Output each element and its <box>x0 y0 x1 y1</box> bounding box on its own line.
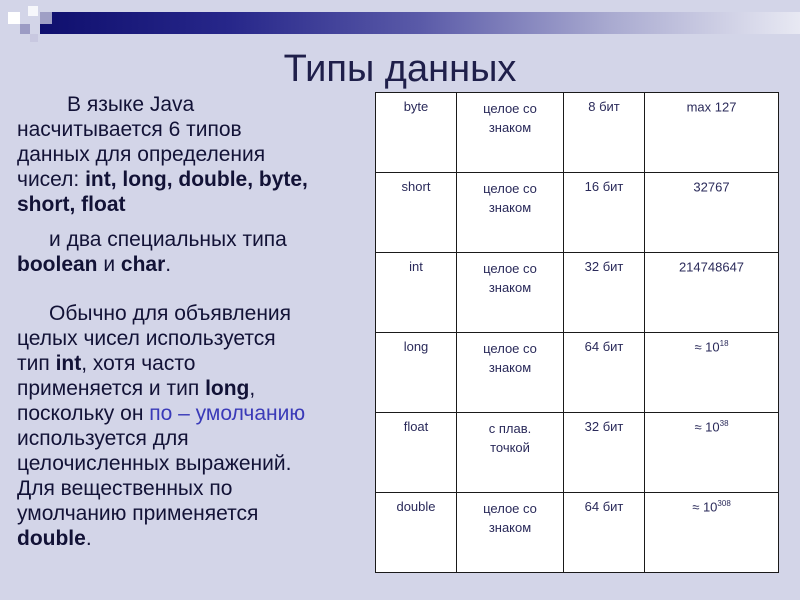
type-size-cell: 32 бит <box>564 413 645 493</box>
text-line: умолчанию применяется <box>17 502 259 525</box>
type-name-cell: int <box>376 253 457 333</box>
type-desc-cell: целое со знаком <box>457 493 564 573</box>
type-list: int, long, double, byte, <box>85 168 308 191</box>
text-line: Для вещественных по <box>17 477 233 500</box>
text-line: целочисленных выражений. <box>17 452 292 475</box>
text-fragment: , <box>249 377 256 400</box>
type-desc-cell: с плав. точкой <box>457 413 564 493</box>
text-line: Обычно для объявления <box>49 302 292 325</box>
keyword-long: long <box>205 377 250 400</box>
type-desc-cell: целое со знаком <box>457 253 564 333</box>
type-size-cell: 8 бит <box>564 93 645 173</box>
default-link-text: по – умолчанию <box>149 402 306 425</box>
text-line: данных для определения <box>17 143 266 166</box>
text-fragment: . <box>165 253 172 276</box>
keyword-double: double <box>17 527 86 550</box>
type-range-cell: ≈ $10^{18}$ <box>645 333 779 413</box>
type-list: short, float <box>17 193 126 216</box>
paragraph-intro <box>17 92 377 217</box>
text-line: В языке Java <box>67 93 195 116</box>
type-size-cell: 64 бит <box>564 493 645 573</box>
text-line: используется для <box>17 427 189 450</box>
type-name-cell: long <box>376 333 457 413</box>
table-row <box>376 173 779 253</box>
table-row <box>376 93 779 173</box>
type-size-cell: 64 бит <box>564 333 645 413</box>
decor-square <box>20 24 30 34</box>
text-line: целых чисел используется <box>17 327 276 350</box>
type-desc-cell: целое со знаком <box>457 173 564 253</box>
type-desc-cell: целое со знаком <box>457 93 564 173</box>
table-row <box>376 493 779 573</box>
type-name-cell: double <box>376 493 457 573</box>
keyword-char: char <box>120 253 166 276</box>
text-fragment: применяется и тип <box>17 377 206 400</box>
keyword-int: int <box>55 352 82 375</box>
table-row <box>376 333 779 413</box>
keyword-boolean: boolean <box>17 253 98 276</box>
type-name-cell: short <box>376 173 457 253</box>
text-line: чисел: <box>17 168 86 191</box>
description-text <box>17 92 377 551</box>
type-range-cell: 214748647 <box>645 253 779 333</box>
text-fragment: тип <box>17 352 56 375</box>
data-types-table <box>375 92 779 573</box>
slide-title: Типы данных <box>283 48 517 90</box>
paragraph-usage <box>17 301 377 551</box>
type-size-cell: 32 бит <box>564 253 645 333</box>
table-row <box>376 413 779 493</box>
text-fragment: поскольку он <box>17 402 150 425</box>
text-fragment: и <box>97 253 121 276</box>
table-row <box>376 253 779 333</box>
type-range-cell: 32767 <box>645 173 779 253</box>
decor-square <box>28 6 38 16</box>
text-line: и два специальных типа <box>49 228 287 251</box>
header-gradient-bar <box>40 12 800 34</box>
text-fragment: . <box>85 527 92 550</box>
type-name-cell: byte <box>376 93 457 173</box>
type-name-cell: float <box>376 413 457 493</box>
text-fragment: , хотя часто <box>81 352 196 375</box>
decor-square <box>8 12 20 24</box>
decor-square <box>40 12 52 24</box>
text-line: насчитывается 6 типов <box>17 118 242 141</box>
decor-square <box>30 34 38 42</box>
paragraph-special-types <box>17 227 377 277</box>
type-range-cell: ≈ $10^{38}$ <box>645 413 779 493</box>
type-range-cell: ≈ $10^{308}$ <box>645 493 779 573</box>
type-desc-cell: целое со знаком <box>457 333 564 413</box>
type-range-cell: max 127 <box>645 93 779 173</box>
type-size-cell: 16 бит <box>564 173 645 253</box>
